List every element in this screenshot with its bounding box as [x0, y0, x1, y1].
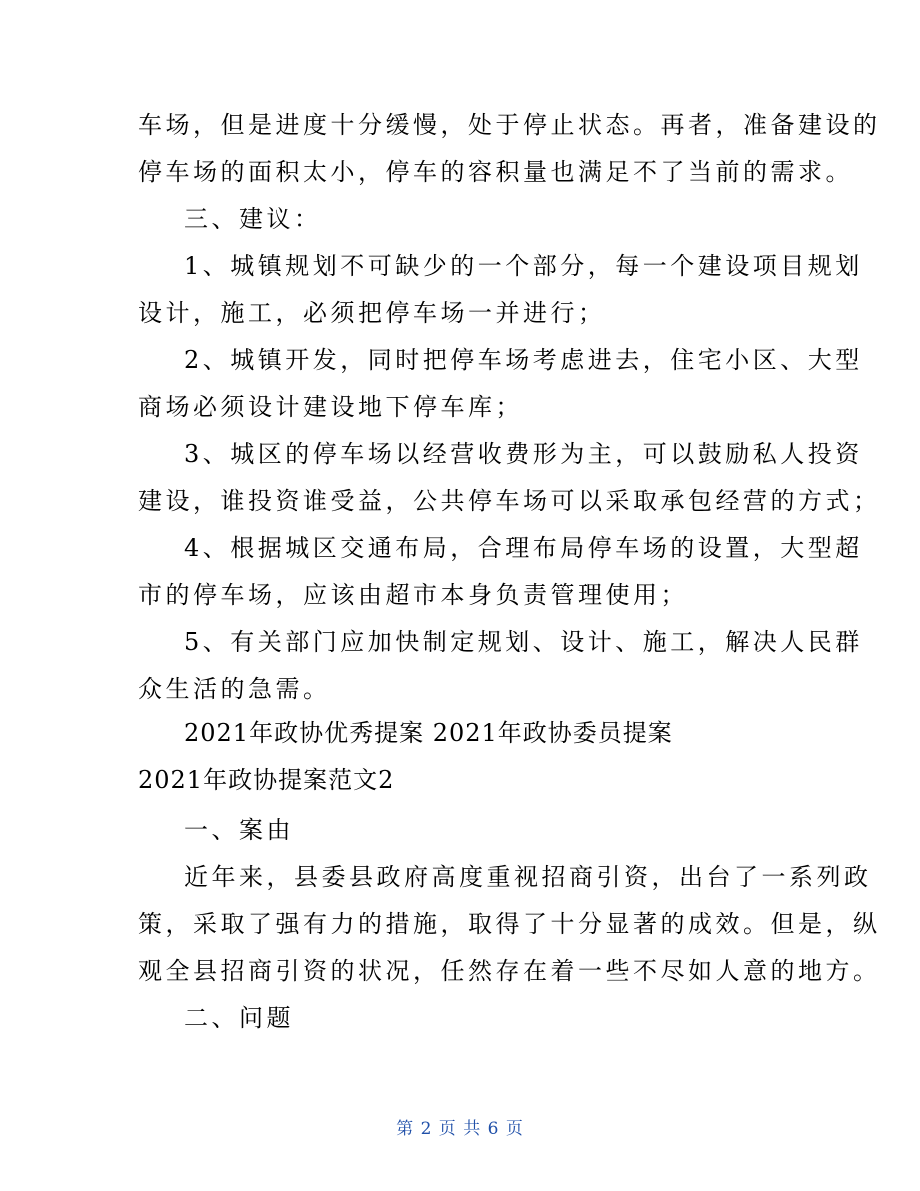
related-titles: 2021年政协优秀提案 2021年政协委员提案	[184, 719, 673, 747]
page-number-footer: 第 2 页 共 6 页	[396, 1119, 524, 1139]
list-item-continuation: 市的停车场，应该由超市本身负责管理使用；	[138, 581, 688, 609]
list-item: 3、城区的停车场以经营收费形为主，可以鼓励私人投资	[184, 440, 863, 468]
list-item-continuation: 建设，谁投资谁受益，公共停车场可以采取承包经营的方式；	[138, 487, 881, 515]
document-title: 2021年政协提案范文2	[138, 766, 395, 794]
paragraph-line: 观全县招商引资的状况，任然存在着一些不尽如人意的地方。	[138, 957, 881, 985]
paragraph-line: 停车场的面积太小，停车的容积量也满足不了当前的需求。	[138, 158, 853, 186]
paragraph-line: 策，采取了强有力的措施，取得了十分显著的成效。但是，纵	[138, 910, 881, 938]
list-item: 5、有关部门应加快制定规划、设计、施工，解决人民群	[184, 628, 863, 656]
list-item-continuation: 众生活的急需。	[138, 675, 331, 703]
list-item: 2、城镇开发，同时把停车场考虑进去，住宅小区、大型	[184, 346, 863, 374]
list-item-continuation: 设计，施工，必须把停车场一并进行；	[138, 299, 606, 327]
list-item-continuation: 商场必须设计建设地下停车库；	[138, 393, 523, 421]
section-heading: 三、建议：	[184, 205, 322, 233]
list-item: 4、根据城区交通布局，合理布局停车场的设置，大型超	[184, 534, 863, 562]
paragraph-line: 车场，但是进度十分缓慢，处于停止状态。再者，准备建设的	[138, 111, 881, 139]
section-heading: 一、案由	[184, 816, 294, 844]
section-heading: 二、问题	[184, 1004, 294, 1032]
paragraph-line: 近年来，县委县政府高度重视招商引资，出台了一系列政	[184, 863, 872, 891]
list-item: 1、城镇规划不可缺少的一个部分，每一个建设项目规划	[184, 252, 863, 280]
